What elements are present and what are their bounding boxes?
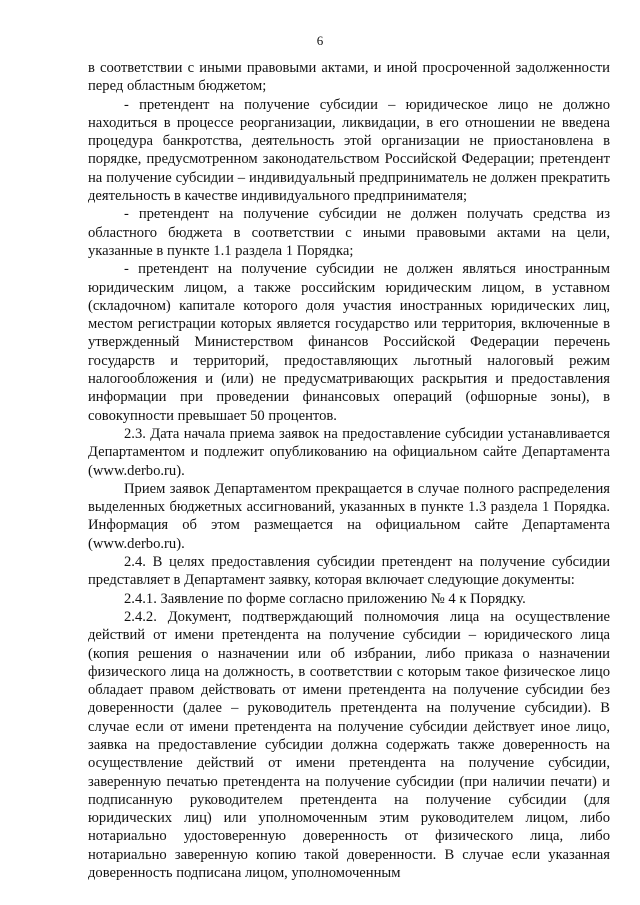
paragraph-not-foreign-entity: - претендент на получение субсидии не должен являться иностранным юридическим лицом, а также российским юридическим лицом, в уставном (складочном) капитале которого доля участия иностранных юридических лиц, местом регистрации которых является государство или территория, включенные в утвержденный Министерством финансов Российской Федерации перечень государств и территорий, предоставляющих льготный налоговый режим налогообложения и (или) не предусматривающих раскрытия и предоставления информации при проведении финансовых операций (офшорные зоны), в совокупности превышает 50 процентов. <box>88 261 610 424</box>
paragraph-no-other-funds: - претендент на получение субсидии не должен получать средства из областного бюджета в соответствии с иными правовыми актами на цели, указанные в пункте 1.1 раздела 1 Порядка; <box>88 206 610 259</box>
page-number: 6 <box>316 33 324 48</box>
paragraph-2-4-application: 2.4. В целях предоставления субсидии претендент на получение субсидии представляет в Департамент заявку, которая включает следующие документы: <box>88 554 610 589</box>
paragraph-2-3-start-date: 2.3. Дата начала приема заявок на предоставление субсидии устанавливается Департаментом и подлежит опубликованию на официальном сайте Департамента (www.derbo.ru). <box>88 425 610 479</box>
paragraph-2-4-1-statement: 2.4.1. Заявление по форме согласно приложению № 4 к Порядку. <box>124 590 526 607</box>
document-body <box>88 59 610 882</box>
paragraph-debt-continuation: в соответствии с иными правовыми актами, и иной просроченной задолженности перед областным бюджетом; <box>88 60 610 95</box>
paragraph-application-end: Прием заявок Департаментом прекращается в случае полного распределения выделенных бюджетных ассигнований, указанных в пункте 1.3 раздела 1 Порядка. Информация об этом размещается на официальном сайте Департамента (www.derbo.ru). <box>88 480 610 552</box>
paragraph-2-4-2-authority-document: 2.4.2. Документ, подтверждающий полномочия лица на осуществление действий от имени претендента на получение субсидии – юридического лица (копия решения о назначении или об избрании, либо приказа о назначении физического лица на должность, в соответствии с которым такое физическое лицо обладает правом действовать от имени претендента на получение субсидии без доверенности (далее – руководитель претендента на получение субсидии). В случае если от имени претендента на получение субсидии действует иное лицо, заявка на предоставление субсидии должна содержать также доверенность на осуществление действий от имени претендента на получение субсидии, заверенную печатью претендента на получение субсидии (при наличии печати) и подписанную руководителем претендента на получение субсидии (для юридических лиц) или уполномоченным этим руководителем лицом, либо нотариально удостоверенную доверенность от физического лица, либо нотариально заверенную копию такой доверенности. В случае если указанная доверенность подписана лицом, уполномоченным <box>88 608 610 882</box>
paragraph-no-reorganization: - претендент на получение субсидии – юридическое лицо не должно находиться в процессе реорганизации, ликвидации, в его отношении не введена процедура банкротства, деятельность этой организации не приостановлена в порядке, предусмотренном законодательством Российской Федерации; претендент на получение субсидии – индивидуальный предприниматель не должен прекратить деятельность в качестве индивидуального предпринимателя; <box>88 96 610 205</box>
